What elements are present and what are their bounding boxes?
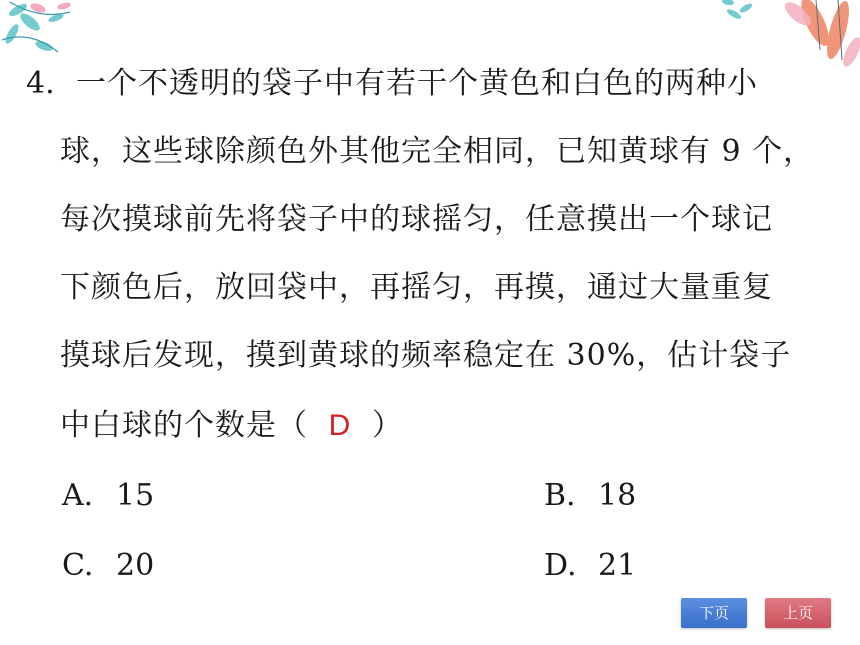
option-a-letter: A. <box>62 478 94 513</box>
option-b-letter: B. <box>544 478 576 513</box>
option-b <box>544 478 636 514</box>
option-d <box>544 548 636 584</box>
question-line-5: 摸球后发现，摸到黄球的频率稳定在 30%，估计袋子 <box>60 338 792 373</box>
option-d-letter: D. <box>544 548 577 583</box>
question-line-6-prefix: 中白球的个数是（ <box>60 408 308 443</box>
option-c-value: 20 <box>116 548 155 583</box>
question-number: 4. <box>26 66 55 101</box>
question-line-3: 每次摸球前先将袋子中的球摇匀，任意摸出一个球记 <box>60 202 773 237</box>
option-b-value: 18 <box>598 478 637 513</box>
question-line-1: 一个不透明的袋子中有若干个黄色和白色的两种小 <box>76 66 758 101</box>
option-c-letter: C. <box>62 548 94 583</box>
prev-page-button[interactable]: 上页 <box>765 598 831 628</box>
answer-mark: D <box>328 409 352 442</box>
question-line-6-suffix: ） <box>372 408 403 443</box>
option-a <box>62 478 154 514</box>
question-line-4: 下颜色后，放回袋中，再摇匀，再摸，通过大量重复 <box>60 270 773 305</box>
option-a-value: 15 <box>116 478 155 513</box>
question-line-6 <box>60 408 403 444</box>
option-c <box>62 548 154 584</box>
next-page-button[interactable]: 下页 <box>681 598 747 628</box>
question-line-2: 球，这些球除颜色外其他完全相同，已知黄球有 9 个， <box>60 134 815 169</box>
option-d-value: 21 <box>598 548 637 583</box>
